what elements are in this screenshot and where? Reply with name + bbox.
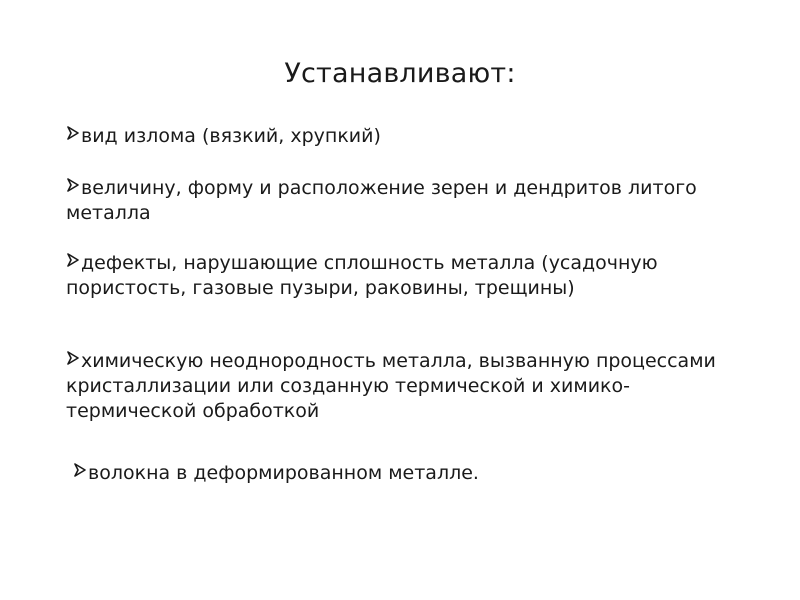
arrowhead-bullet-icon [73,463,87,477]
bullet-text: величину, форму и расположение зерен и дендритов литого металла [66,177,697,224]
bullet-item [66,349,746,424]
bullet-text: вид излома (вязкий, хрупкий) [81,125,381,147]
bullet-text: дефекты, нарушающие сплошность металла (усадочную пористость, газовые пузыри, раковины, трещины) [66,252,658,299]
bullet-item [66,251,746,301]
bullet-text: химическую неоднородность металла, вызванную процессами кристаллизации или созданную термической и химико-термической обработкой [66,350,716,422]
bullet-item [66,176,746,226]
bullet-text: волокна в деформированном металле. [88,462,479,484]
arrowhead-bullet-icon [66,351,80,365]
arrowhead-bullet-icon [66,178,80,192]
bullet-item [73,461,753,486]
arrowhead-bullet-icon [66,126,80,140]
slide-title: Устанавливают: [284,58,516,89]
bullet-item [66,124,746,149]
arrowhead-bullet-icon [66,253,80,267]
